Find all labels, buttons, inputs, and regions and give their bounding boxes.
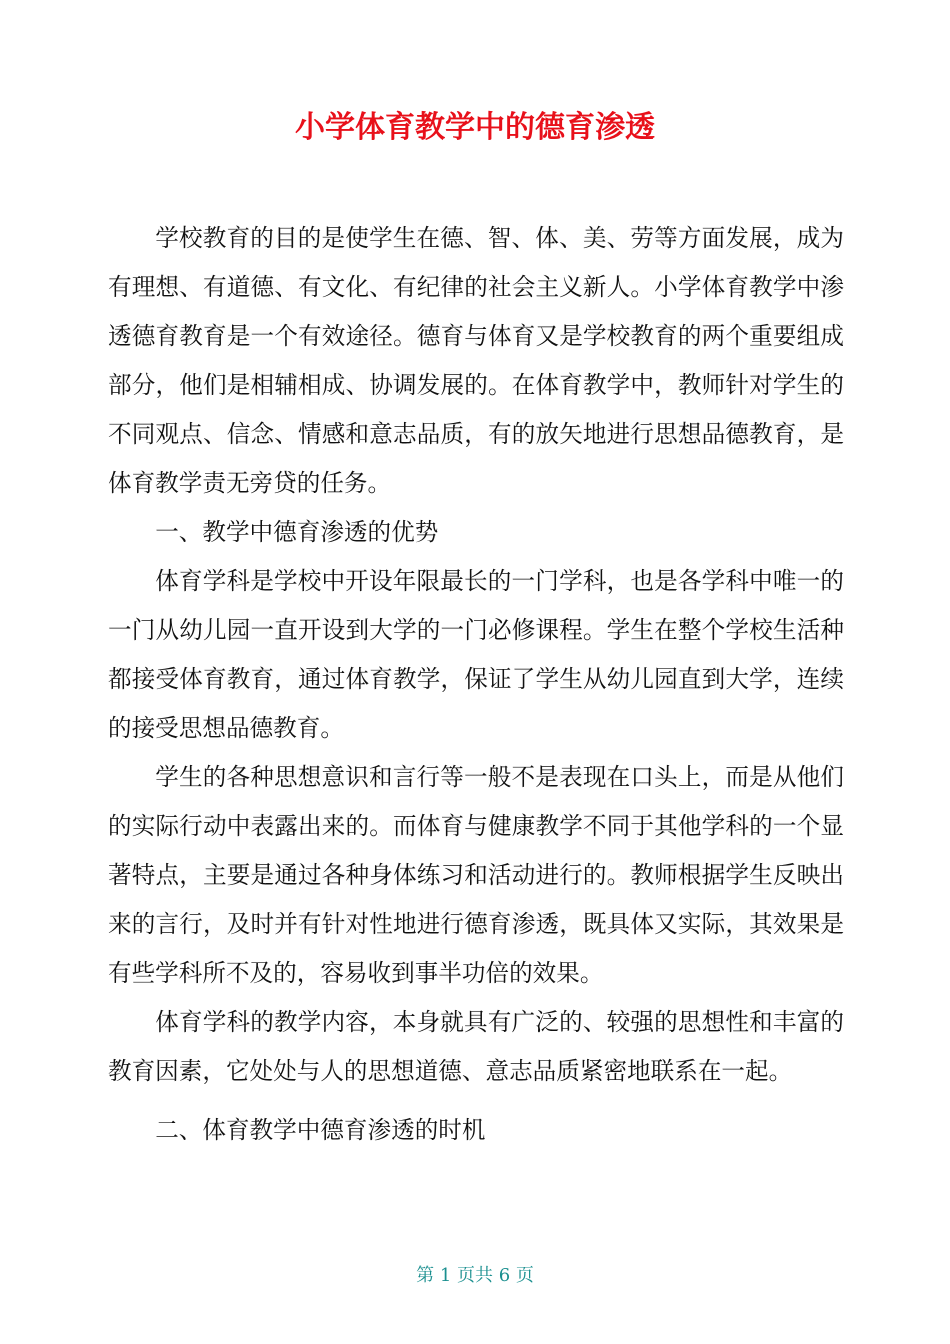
section-heading-2: 二、体育教学中德育渗透的时机 <box>155 1116 486 1144</box>
document-title: 小学体育教学中的德育渗透 <box>295 110 655 145</box>
document-body <box>108 214 844 1155</box>
section-heading-1: 一、教学中德育渗透的优势 <box>155 518 439 546</box>
paragraph-advantage-3: 体育学科的教学内容，本身就具有广泛的、较强的思想性和丰富的教育因素，它处处与人的思想道德、意志品质紧密地联系在一起。 <box>108 1008 844 1085</box>
paragraph-advantage-1: 体育学科是学校中开设年限最长的一门学科，也是各学科中唯一的一门从幼儿园一直开设到大学的一门必修课程。学生在整个学校生活种都接受体育教育，通过体育教学，保证了学生从幼儿园直到大学，连续的接受思想品德教育。 <box>108 567 844 742</box>
paragraph-intro: 学校教育的目的是使学生在德、智、体、美、劳等方面发展，成为有理想、有道德、有文化、有纪律的社会主义新人。小学体育教学中渗透德育教育是一个有效途径。德育与体育又是学校教育的两个重要组成部分，他们是相辅相成、协调发展的。在体育教学中，教师针对学生的不同观点、信念、情感和意志品质，有的放矢地进行思想品德教育，是体育教学责无旁贷的任务。 <box>108 224 844 497</box>
paragraph-advantage-2: 学生的各种思想意识和言行等一般不是表现在口头上，而是从他们的实际行动中表露出来的。而体育与健康教学不同于其他学科的一个显著特点，主要是通过各种身体练习和活动进行的。教师根据学生反映出来的言行，及时并有针对性地进行德育渗透，既具体又实际，其效果是有些学科所不及的，容易收到事半功倍的效果。 <box>108 763 844 987</box>
page-number-footer: 第 1 页共 6 页 <box>416 1265 534 1286</box>
